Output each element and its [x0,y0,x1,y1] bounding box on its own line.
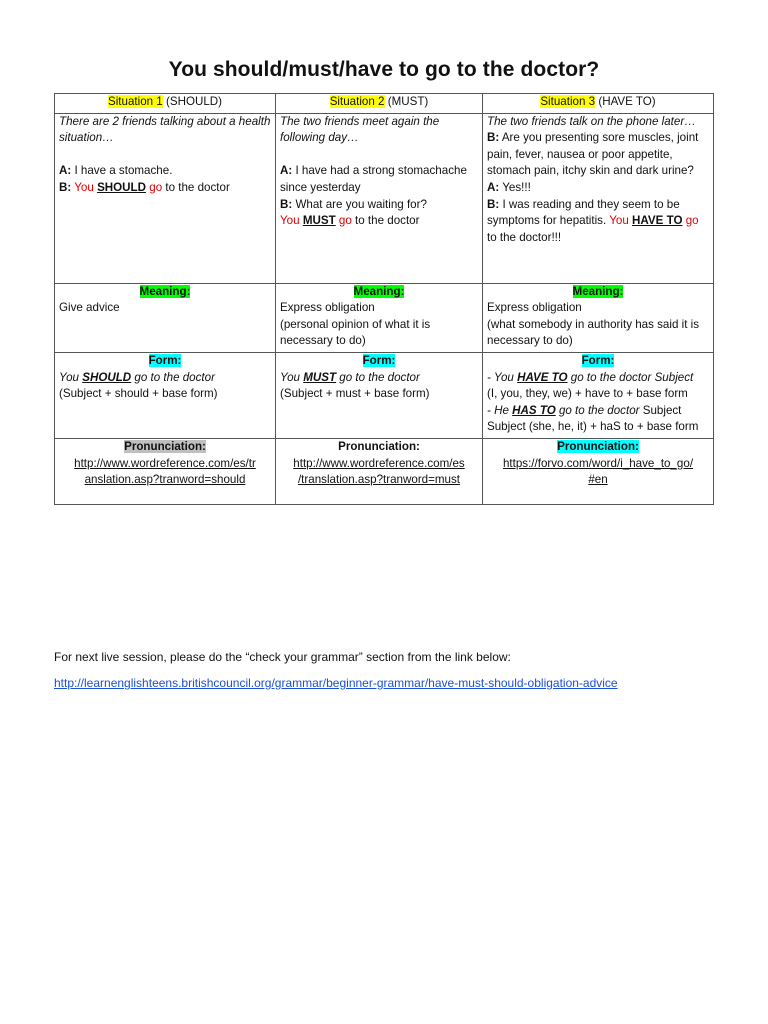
situation-3-header [483,94,714,114]
meaning-label: Meaning: [139,284,191,298]
dialogue-line: A: Yes!!! [487,180,531,194]
story-row [55,113,714,283]
situation-1-header [55,94,276,114]
situation-3-meaning [483,283,714,352]
form-label: Form: [148,353,182,367]
situation-1-label: Situation 1 [107,95,163,108]
form-structure: (Subject + must + base form) [280,387,430,401]
story-intro: The two friends talk on the phone later… [487,114,696,128]
story-intro: The two friends meet again the following day… [280,114,440,145]
form-structure: (Subject + should + base form) [59,387,218,401]
situation-1-form [55,352,276,438]
situation-2-label: Situation 2 [329,95,385,108]
form-example: You SHOULD go to the doctor [59,370,215,384]
comparison-table [54,93,714,505]
header-row [55,94,714,114]
form-label: Form: [581,353,615,367]
form-example: - He HAS TO go to the doctor Subject [487,403,682,417]
modal-word: MUST [302,214,336,228]
pronunciation-label: Pronunciation: [338,439,420,453]
situation-2-modal: (MUST) [384,95,429,108]
dialogue-line: B: I was reading and they seem to be symptoms for hepatitis. You HAVE TO go to the doctor!!! [487,197,699,244]
situation-3-label: Situation 3 [540,95,596,108]
situation-3-form [483,352,714,438]
form-example: You MUST go to the doctor [280,370,420,384]
form-example: - You HAVE TO go to the doctor Subject [487,370,694,384]
situation-3-modal: (HAVE TO) [595,95,656,108]
situation-2-header [276,94,483,114]
form-structure: (I, you, they, we) + have to + base form [487,387,688,401]
pronunciation-link[interactable]: http://www.wordreference.com/es /translation.asp?tranword=must [293,456,465,487]
assignment-note: For next live session, please do the “check your grammar” section from the link below: [54,650,511,664]
situation-1-pronunciation [55,438,276,504]
meaning-text: Give advice [59,301,120,315]
meaning-row [55,283,714,352]
situation-2-pronunciation [276,438,483,504]
form-structure: Subject (she, he, it) + haS to + base form [487,420,699,434]
pronunciation-label: Pronunciation: [124,439,206,453]
story-intro: There are 2 friends talking about a health situation… [59,114,271,145]
situation-2-form [276,352,483,438]
dialogue-line: B: You SHOULD go to the doctor [59,180,230,194]
meaning-text: Express obligation [280,301,375,315]
modal-word: HAVE TO [632,214,683,228]
meaning-text: Express obligation [487,301,582,315]
situation-3-story [483,113,714,283]
situation-1-story [55,113,276,283]
dialogue-line: You MUST go to the doctor [280,214,420,228]
dialogue-line: B: What are you waiting for? [280,197,427,211]
modal-word: SHOULD [97,180,147,194]
meaning-detail: (what somebody in authority has said it is necessary to do) [487,317,700,348]
form-row [55,352,714,438]
pronunciation-row [55,438,714,504]
situation-2-story [276,113,483,283]
grammar-link[interactable]: http://learnenglishteens.britishcouncil.org/grammar/beginner-grammar/have-must-should-obligation-advice [54,676,618,690]
situation-1-meaning [55,283,276,352]
meaning-detail: (personal opinion of what it is necessary to do) [280,317,431,348]
pronunciation-link[interactable]: https://forvo.com/word/i_have_to_go/ #en [502,456,694,487]
dialogue-line: A: I have had a strong stomachache since yesterday [280,164,467,194]
dialogue-line: B: Are you presenting sore muscles, joint pain, fever, nausea or poor appetite, stomach pain, itchy skin and dark urine? [487,131,699,178]
dialogue-line: A: I have a stomache. [59,164,173,178]
form-label: Form: [362,353,396,367]
pronunciation-label: Pronunciation: [557,439,639,453]
pronunciation-link[interactable]: http://www.wordreference.com/es/tr anslation.asp?tranword=should [74,456,256,487]
meaning-label: Meaning: [353,284,405,298]
page-title: You should/must/have to go to the doctor? [168,58,600,81]
situation-2-meaning [276,283,483,352]
meaning-label: Meaning: [572,284,624,298]
situation-1-modal: (SHOULD) [162,95,223,108]
situation-3-pronunciation [483,438,714,504]
